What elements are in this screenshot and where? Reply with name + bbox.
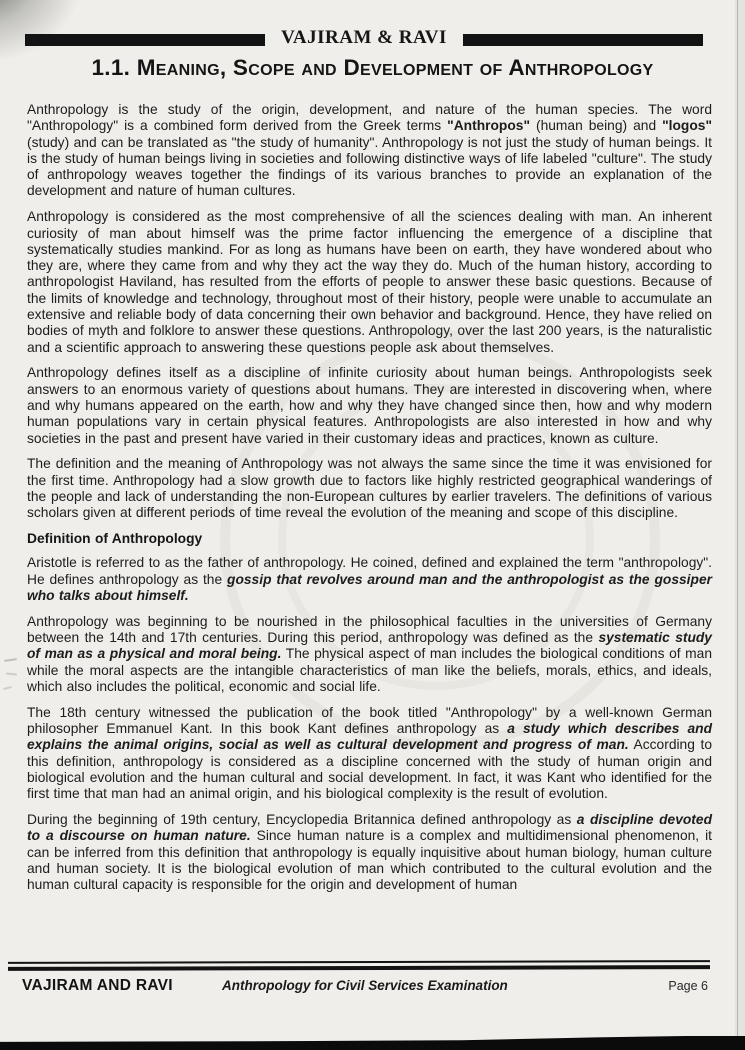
page-footer xyxy=(22,977,708,995)
brand-name: VAJIRAM & RAVI xyxy=(281,27,447,48)
footer-book-title: Anthropology for Civil Services Examination xyxy=(222,978,508,993)
footer-page-number: Page 6 xyxy=(668,979,708,993)
page-content xyxy=(27,102,712,903)
scan-edge-bottom xyxy=(0,1036,745,1050)
paragraph-intro: Anthropology is the study of the origin, development, and nature of the human species. The word "Anthropology" is a combined form derived from the Greek terms "Anthropos" (human being) and "logos" (study) and can be translated as "the study of humanity". Anthropology is not just the study of human beings. It is the study of human beings living in societies and following distinctive ways of life labeled "culture". The study of anthropology weaves together the findings of its various branches to provide an explanation of the development and nature of human cultures. xyxy=(27,102,712,199)
header-bar-right xyxy=(463,34,703,46)
paragraph-comprehensive-science: Anthropology is considered as the most comprehensive of all the sciences dealing with man. An inherent curiosity of man about himself was the prime factor influencing the emergence of a discipline that systematically studies mankind. For as long as humans have been on earth, they have wondered about who they are, where they came from and why they act the way they do. Much of the human history, according to anthropologist Haviland, has resulted from the efforts of people to answer these basic questions. Because of the limits of knowledge and technology, throughout most of their history, people were unable to accumulate an extensive and reliable body of data concerning their own behavior and background. Hence, they have relied on bodies of myth and folklore to answer these questions. Anthropology, over the last 200 years, is the naturalistic and a scientific approach to answering these questions people ask about themselves. xyxy=(27,209,712,355)
pencil-mark xyxy=(6,672,17,675)
paragraph-infinite-curiosity: Anthropology defines itself as a discipline of infinite curiosity about human beings. Anthropologists seek answers to an enormous variety of questions about humans. They are interested in discovering when, where and why humans appeared on the earth, how and why they have changed since then, how and why modern human populations vary in certain physical features. Anthropologists are also interested in how and why societies in the past and present have varied in their customary ideas and practices, known as culture. xyxy=(27,365,712,446)
brand-header xyxy=(25,27,703,49)
paragraph-kant: The 18th century witnessed the publication of the book titled "Anthropology" by a well-known German philosopher Emmanuel Kant. In this book Kant defines anthropology as a study which describes and explains the animal origins, social as well as cultural development and progress of man. According to this definition, anthropology is considered as a discipline concerned with the study of human origin and biological evolution and the human cultural and social development. In fact, it was Kant who identified for the first time that man had an animal origin, and his biological complexity is the result of evolution. xyxy=(27,704,712,802)
footer-brand: VAJIRAM AND RAVI xyxy=(22,977,173,994)
paragraph-britannica: During the beginning of 19th century, Encyclopedia Britannica defined anthropology as a discipline devoted to a discourse on human nature. Since human nature is a complex and multidimensional phenomenon, it can be inferred from this definition that anthropology is equally inquisitive about human biology, human culture and human society. It is the biological evolution of man which contributed to the cultural evolution and the human cultural capacity is responsible for the origin and development of human xyxy=(27,812,712,893)
subsection-heading: Definition of Anthropology xyxy=(27,531,203,547)
paragraph-germany-universities: Anthropology was beginning to be nourished in the philosophical faculties in the universities of Germany between the 14th and 17th centuries. During this period, anthropology was defined as the systematic study of man as a physical and moral being. The physical aspect of man includes the biological conditions of man while the moral aspects are the intangible characteristics of man like the beliefs, morals, ethics, and ideals, which also includes the political, economic and social life. xyxy=(27,613,713,694)
section-title: 1.1. Meaning, Scope and Development of Anthropology xyxy=(91,55,654,80)
pencil-mark xyxy=(4,658,17,662)
pencil-mark xyxy=(3,686,12,690)
header-bar-left xyxy=(25,34,265,46)
paper-edge-line xyxy=(737,0,738,1050)
paragraph-aristotle: Aristotle is referred to as the father of anthropology. He coined, defined and explained the term "anthropology". He defines anthropology as the gossip that revolves around man and the anthropologist as the gossiper who talks about himself. xyxy=(27,555,712,604)
paragraph-definition-evolution: The definition and the meaning of Anthropology was not always the same since the time it was envisioned for the first time. Anthropology had a slow growth due to factors like highly restricted geographical wanderings of the people and lack of understanding the non-European cultures by earlier travelers. The definitions of various scholars given at different periods of time reveal the evolution of the meaning and scope of this discipline. xyxy=(27,456,712,521)
footer-rule xyxy=(8,960,710,971)
